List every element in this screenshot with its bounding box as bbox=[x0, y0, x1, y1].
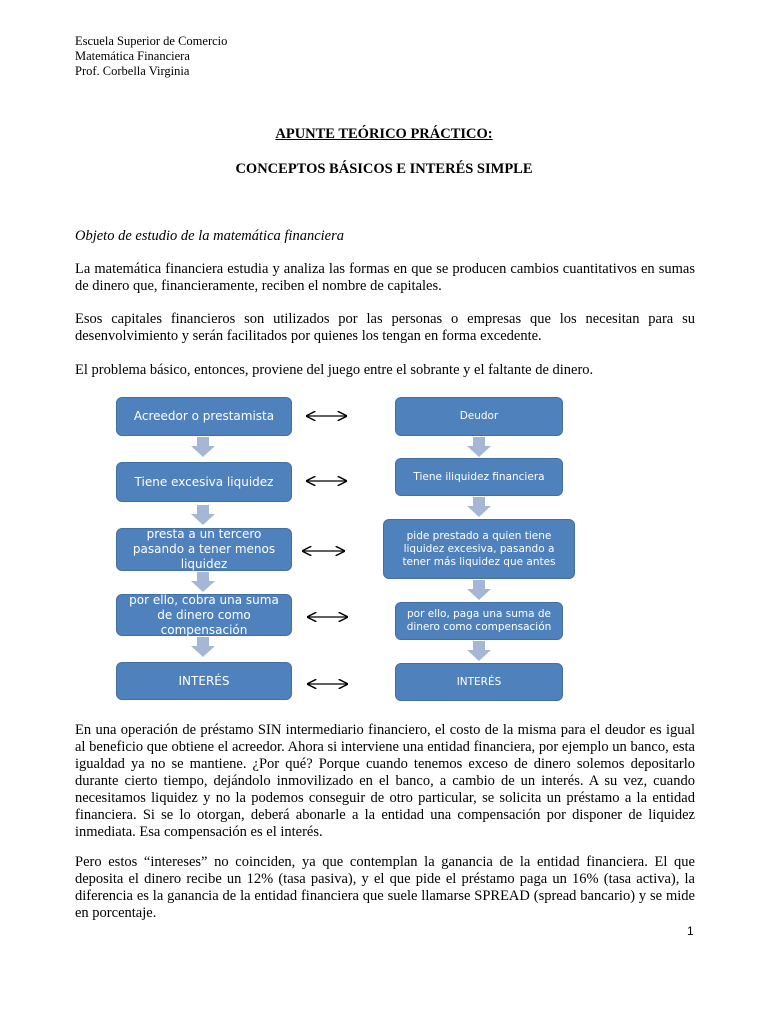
down-arrow-icon bbox=[191, 437, 215, 457]
right-box-4: por ello, paga una suma de dinero como compensación bbox=[395, 602, 563, 640]
left-box-3: presta a un tercero pasando a tener menos liquidez bbox=[116, 528, 292, 571]
left-box-2: Tiene excesiva liquidez bbox=[116, 462, 292, 502]
paragraph-1: La matemática financiera estudia y analiza las formas en que se producen cambios cuantitativos en sumas de dinero que, financieramente, reciben el nombre de capitales. bbox=[75, 261, 695, 294]
document-subtitle: CONCEPTOS BÁSICOS E INTERÉS SIMPLE bbox=[235, 161, 533, 177]
left-box-4: por ello, cobra una suma de dinero como compensación bbox=[116, 594, 292, 636]
down-arrow-icon bbox=[467, 497, 491, 517]
left-box-5: INTERÉS bbox=[116, 662, 292, 700]
paragraph-2: Esos capitales financieros son utilizados por las personas o empresas que los necesitan para su desenvolvimiento y serán facilitados por quienes los tengan en forma excedente. bbox=[75, 311, 695, 344]
down-arrow-icon bbox=[191, 637, 215, 657]
down-arrow-icon bbox=[467, 437, 491, 457]
down-arrow-icon bbox=[191, 505, 215, 525]
right-box-2: Tiene iliquidez financiera bbox=[395, 458, 563, 496]
header-professor: Prof. Corbella Virginia bbox=[75, 64, 190, 78]
paragraph-5: Pero estos “intereses” no coinciden, ya que contemplan la ganancia de la entidad financiera. El que deposita el dinero recibe un 12% (tasa pasiva), y el que pide el préstamo paga un 16% (tasa activa), la diferencia es la ganancia de la entidad financiera que suele llamarse SPREAD (spread bancario) y se mide en porcentaje. bbox=[75, 854, 695, 921]
down-arrow-icon bbox=[467, 641, 491, 661]
paragraph-4: En una operación de préstamo SIN intermediario financiero, el costo de la misma para el deudor es igual al beneficio que obtiene el acreedor. Ahora si interviene una entidad financiera, por ejemplo un banco, esta igualdad ya no se mantiene. ¿Por qué? Porque cuando tenemos exceso de dinero solemos depositarlo durante cierto tiempo, dejándolo inmovilizado en el banco, a cambio de un interés. A su vez, cuando necesitamos liquidez y no la podemos conseguir de otro particular, se solicita un préstamo a la entidad financiera. Si se lo otorgan, deberá abonarle a la entidad una compensación por disponer de liquidez inmediata. Esa compensación es el interés. bbox=[75, 722, 695, 840]
down-arrow-icon bbox=[467, 580, 491, 600]
page-number: 1 bbox=[687, 924, 694, 938]
right-box-1: Deudor bbox=[395, 397, 563, 436]
header-school: Escuela Superior de Comercio bbox=[75, 34, 228, 48]
document-title: APUNTE TEÓRICO PRÁCTICO: bbox=[275, 126, 493, 142]
double-arrows bbox=[303, 416, 347, 684]
section-heading: Objeto de estudio de la matemática financiera bbox=[75, 228, 345, 244]
right-box-3: pide prestado a quien tiene liquidez excesiva, pasando a tener más liquidez que antes bbox=[383, 519, 575, 579]
paragraph-3: El problema básico, entonces, proviene del juego entre el sobrante y el faltante de dinero. bbox=[75, 362, 594, 378]
left-box-1: Acreedor o prestamista bbox=[116, 397, 292, 436]
header-subject: Matemática Financiera bbox=[75, 49, 190, 63]
right-box-5: INTERÉS bbox=[395, 663, 563, 701]
down-arrow-icon bbox=[191, 572, 215, 592]
